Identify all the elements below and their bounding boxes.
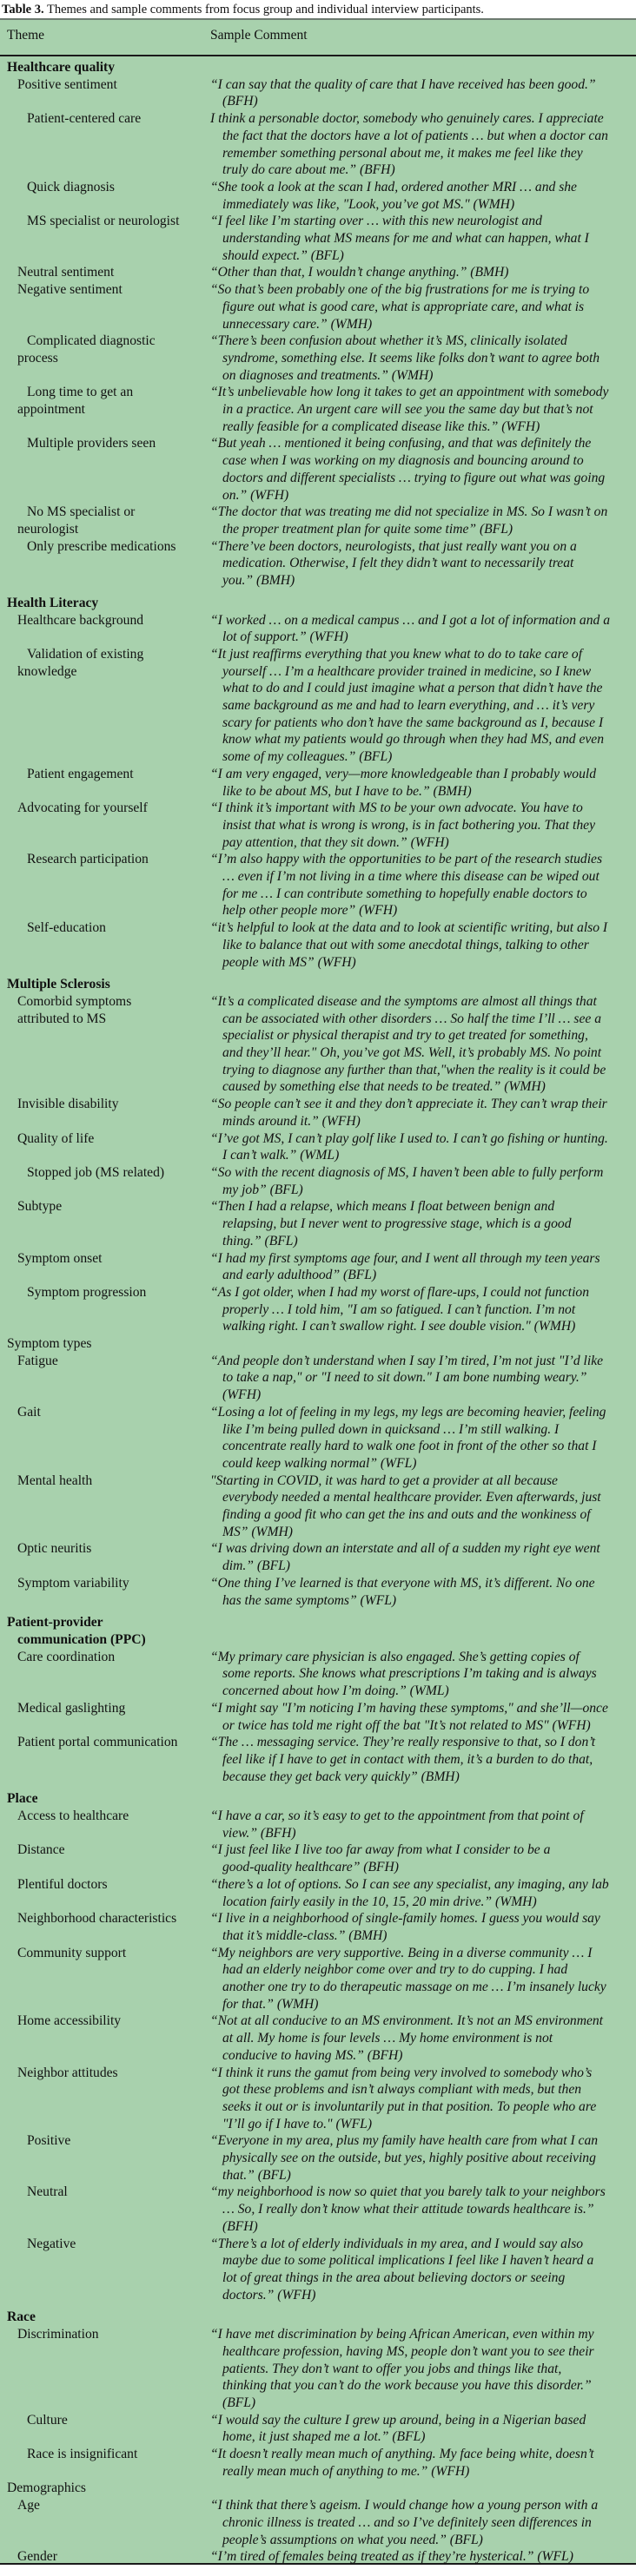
table-row (0, 1841, 636, 1875)
section-heading-row (0, 59, 636, 76)
theme-cell: Advocating for yourself (17, 800, 148, 816)
theme-cell: Patient-centered care (27, 111, 142, 127)
theme-cell: Negative (27, 2236, 76, 2251)
sample-comment-cell: “I’m tired of females being treated as if they’re hysterical.” (WFL) (210, 2549, 573, 2565)
sample-comment-cell: “I’m also happy with the opportunities to be part of the research studies … even if I’m not living in a time where this disease can be wiped out for me … I can contribute something to hopefully enable doctors to help other people more” (WFH) (210, 852, 603, 919)
theme-cell: Patient engagement (27, 766, 134, 781)
theme-cell: Positive (27, 2133, 71, 2149)
table-row (0, 1198, 636, 1249)
table-row (0, 2184, 636, 2235)
theme-cell: Research participation (27, 852, 149, 867)
table-row (0, 1876, 636, 1910)
table-row (0, 993, 636, 1096)
table-row (0, 1910, 636, 1944)
theme-cell: Neutral (27, 2184, 68, 2200)
table-row (0, 1353, 636, 1404)
sample-comment-cell: “She took a look at the scan I had, ordered another MRI … and she immediately was like, "Look, you’ve got MS." (WMH) (210, 179, 577, 212)
sample-comment-cell: “I’ve got MS, I can’t play golf like I used to. I can’t go fishing or hunting. I can’t walk.” (WML) (210, 1130, 608, 1163)
table-body (0, 56, 636, 2566)
table-row (0, 2132, 636, 2184)
sample-comment-cell: “There’s been confusion about whether it’s MS, clinically isolated syndrome, something else. It seems like folks don’t want to agree both on diagnoses and treatments.” (WMH) (210, 333, 600, 383)
sample-comment-cell: “I had my first symptoms age four, and I went all through my teen years and early adulthood” (BFL) (210, 1250, 600, 1283)
sample-comment-cell: “Losing a lot of feeling in my legs, my legs are becoming heavier, feeling like I’m being pulled down in quicksand … I’m still walking. I concentrate really hard to walk one foot in front of the other so that I could keep walking normal” (WFL) (210, 1404, 606, 1471)
table-row (0, 1472, 636, 1541)
sample-comment-cell: “And people don’t understand when I say I’m tired, I’m not just "I’d like to take a nap," or "I need to sit down." I am bone numbing weary.” (WFH) (210, 1353, 604, 1403)
sample-comment-cell: “there’s a lot of options. So I can see any specialist, any imaging, any lab location fairly easily in the 10, 15, 20 min drive.” (WMH) (210, 1876, 609, 1909)
table-row (0, 766, 636, 800)
theme-cell: Symptom progression (27, 1284, 147, 1300)
table-row (0, 2412, 636, 2446)
theme-cell: Subtype (17, 1199, 63, 1215)
sample-comment-cell: “I worked … on a medical campus … and I got a lot of information and a lot of support.” (WFH) (210, 612, 611, 645)
theme-cell: Medical gaslighting (17, 1700, 126, 1716)
theme-cell: Distance (17, 1842, 65, 1858)
theme-cell: Complicated diagnostic process (17, 333, 156, 366)
table-row (0, 1335, 636, 1353)
sample-comment-cell: “The doctor that was treating me did not specialize in MS. So I wasn’t on the proper treatment plan for quite some time” (BFL) (210, 504, 608, 537)
theme-cell: Patient portal communication (17, 1735, 178, 1750)
table-row (0, 2480, 636, 2497)
table-row (0, 1649, 636, 1700)
sample-comment-cell: “I have a car, so it’s easy to get to the appointment from that point of view.” (BFH) (210, 1808, 584, 1841)
sample-comment-cell: “I would say the culture I grew up around, being in a Nigerian based home, it just shaped me a lot.” (BFL) (210, 2412, 586, 2445)
sample-comment-cell: “I am very engaged, very—more knowledgeable than I probably would like to be about MS, but I have to be.” (BMH) (210, 766, 597, 799)
theme-cell: Comorbid symptoms attributed to MS (17, 993, 132, 1026)
sample-comment-cell: “It’s unbelievable how long it takes to get an appointment with somebody in a practice. An urgent care will see you the same day but that’s not really feasible for a complicated disease like this.” (WFH) (210, 385, 609, 434)
sample-comment-cell: I think a personable doctor, somebody who genuinely cares. I appreciate the fact that the doctors have a lot of patients … but when a doctor can remember something personal about me, it makes me feel like they truly do care about me.” (BFH) (210, 111, 608, 178)
theme-cell: Validation of existing knowledge (17, 646, 144, 679)
table-row (0, 919, 636, 971)
theme-cell: Plentiful doctors (17, 1876, 108, 1892)
table-row (0, 179, 636, 213)
theme-cell: Access to healthcare (17, 1808, 129, 1824)
section-heading-row (0, 1790, 636, 1808)
section-heading-row (0, 2309, 636, 2326)
sample-comment-cell: “my neighborhood is now so quiet that you barely talk to your neighbors … So, I really don’t know what their attitude towards healthcare is.” (BFH) (210, 2184, 606, 2234)
sample-comment-cell: “There’s a lot of elderly individuals in my area, and I would say also maybe due to some political implications I feel like I haven’t heard a lot of great things in the area about believing doctors or seeing doctors.” (WFH) (210, 2236, 594, 2303)
sample-comment-cell: “So that’s been probably one of the big frustrations for me is trying to figure out what is good care, what is appropriate care, and what is unnecessary care.” (WMH) (210, 282, 590, 332)
empty-comment-cell (210, 1790, 636, 1808)
sample-comment-cell: “I live in a neighborhood of single-family homes. I guess you would say that it’s middle-class.” (BMH) (210, 1911, 600, 1943)
empty-comment-cell (210, 1614, 636, 1648)
theme-cell: Culture (27, 2412, 68, 2428)
theme-cell: Symptom onset (17, 1250, 103, 1266)
section-title: Patient-provider communication (PPC) (7, 1615, 146, 1647)
sample-comment-cell: “I was driving down an interstate and all of a sudden my right eye went dim.” (BFL) (210, 1541, 600, 1574)
table-caption (2, 2, 484, 17)
sample-comment-cell (210, 1335, 636, 1353)
header-sample-comment: Sample Comment (210, 28, 308, 43)
section-title: Race (7, 2309, 36, 2325)
sample-comment-cell: “I can say that the quality of care that I have received has been good.” (BFH) (210, 76, 596, 109)
sample-comment-cell: “I think it’s important with MS to be your own advocate. You have to insist that what is wrong is wrong, is in fact bothering you. That they pay attention, that they sit down.” (WFH) (210, 800, 595, 850)
section-title: Multiple Sclerosis (7, 977, 110, 992)
table-row (0, 2326, 636, 2412)
sample-comment-cell: “It just reaffirms everything that you knew what to do to take care of yourself … I’m a healthcare provider trained in medicine, so I knew what to do and I could just imagine what a person that didn’t have the same background as me and had to learn everything, and … it’s very scary for patients who don’t have the same background as I, because I know what my patients would go through when they had MS, and even some of my colleagues.” (BFL) (210, 646, 605, 765)
empty-comment-cell (210, 2309, 636, 2326)
sample-comment-cell: “My neighbors are very supportive. Being in a diverse community … I had an elderly neighbor come over and try to do cupping. I had another one try to do therapeutic massage on me … I’m insanely lucky for that.” (WMH) (210, 1945, 606, 2012)
table-row (0, 2446, 636, 2480)
sample-comment-cell: “One thing I’ve learned is that everyone with MS, it’s different. No one has the same symptoms” (WFL) (210, 1575, 595, 1608)
theme-cell: No MS specialist or neurologist (17, 504, 136, 537)
sample-comment-cell: “It’s a complicated disease and the symptoms are almost all things that can be associated with other disorders … So half the time I’ll … see a specialist or physical therapist and try to get treated for something, and they’ll hear." Oh, you’ve got MS. Well, it’s probably MS. No point trying to diagnose any further than that,"when the reality is it could be caused by something else that needs to be treated.” (WMH) (210, 993, 606, 1095)
theme-cell: Age (17, 2498, 40, 2513)
table-row (0, 281, 636, 333)
table-row (0, 612, 636, 646)
sample-comment-cell: “I might say "I’m noticing I’m having these symptoms," and she’ll—once or twice has told me right off the bat "It’s not related to MS" (WFH) (210, 1700, 608, 1733)
theme-cell: Community support (17, 1945, 127, 1960)
theme-cell: Symptom variability (17, 1575, 129, 1591)
empty-comment-cell (210, 976, 636, 993)
caption-text: Themes and sample comments from focus group and individual interview participants. (43, 3, 484, 16)
theme-cell: Demographics (7, 2480, 86, 2496)
table-row (0, 76, 636, 110)
theme-cell: Invisible disability (17, 1097, 119, 1112)
theme-cell: Stopped job (MS related) (27, 1165, 165, 1180)
sample-comment-cell: “As I got older, when I had my worst of flare-ups, I could not function properly … I told him, "I am so fatigued. I can’t function. I’m not walking right. I can’t swallow right. I see double vision." (WMH) (210, 1284, 590, 1334)
section-heading-row (0, 976, 636, 993)
sample-comment-cell: “I think that there’s ageism. I would change how a young person with a chronic illness is treated … and so I’ve definitely seen differences in people’s assumptions on what you need.” (BFL) (210, 2498, 599, 2547)
theme-cell: Fatigue (17, 1353, 58, 1368)
sample-comment-cell: “I have met discrimination by being African American, even within my healthcare profession, having MS, people don’t want you to see their patients. They don’t want to offer you jobs and things like that, thinking that you can’t do the work because you have this disorder.” (BFL) (210, 2327, 594, 2410)
sample-comment-cell: “I think it runs the gamut from being very involved to somebody who’s got these problems and isn’t always compliant with meds, but then seeks it out or is involuntarily put in that position. To people who are "I’ll go if I have to." (WFL) (210, 2065, 597, 2131)
empty-comment-cell (210, 595, 636, 612)
table-row (0, 504, 636, 537)
theme-cell: Only prescribe medications (27, 538, 176, 554)
sample-comment-cell: “I feel like I’m starting over … with this new neurologist and understanding what MS means for me and what can happen, what I should expect.” (BFL) (210, 214, 589, 263)
table-header (0, 20, 636, 56)
section-title: Healthcare quality (7, 60, 116, 75)
table-row (0, 1734, 636, 1785)
table-row (0, 2236, 636, 2304)
theme-cell: Neighborhood characteristics (17, 1911, 177, 1927)
table-row (0, 646, 636, 766)
sample-comment-cell: “My primary care physician is also engaged. She’s getting copies of some reports. She knows what prescriptions I’m taking and is always concerned about how I’m doing.” (WML) (210, 1649, 597, 1699)
table-row (0, 2497, 636, 2548)
table-row (0, 2013, 636, 2064)
theme-cell: Gender (17, 2549, 57, 2565)
empty-comment-cell (210, 59, 636, 76)
table-row (0, 2548, 636, 2566)
table-row (0, 538, 636, 590)
table-row (0, 800, 636, 851)
table-row (0, 1404, 636, 1472)
theme-cell: Negative sentiment (17, 282, 123, 298)
table-row (0, 1540, 636, 1574)
theme-cell: Long time to get an appointment (17, 385, 134, 418)
theme-cell: Gait (17, 1404, 41, 1420)
table-row (0, 1096, 636, 1130)
table-row (0, 213, 636, 264)
table-row (0, 1575, 636, 1609)
table-row (0, 1250, 636, 1284)
table-row (0, 1700, 636, 1734)
theme-cell: Quick diagnosis (27, 179, 115, 194)
sample-comment-cell: “it’s helpful to look at the data and to look at scientific writing, but also I like to balance that out with some anecdotal things, talking to other people with MS” (WFH) (210, 920, 608, 970)
sample-comment-cell: “It doesn’t really mean much of anything. My face being white, doesn’t really mean much of anything to me.” (WFH) (210, 2447, 594, 2479)
table-row (0, 1130, 636, 1164)
theme-cell: Neutral sentiment (17, 265, 115, 280)
theme-cell: Multiple providers seen (27, 436, 156, 451)
theme-cell: Positive sentiment (17, 76, 117, 92)
theme-cell: Discrimination (17, 2327, 99, 2342)
sample-comment-cell: "Starting in COVID, it was hard to get a provider at all because everybody needed a mental healthcare provider. Even afterwards, just finding a good fit who can get the ins and outs and the wonkiness of MS” (WMH) (210, 1472, 601, 1539)
theme-cell: MS specialist or neurologist (27, 214, 180, 229)
sample-comment-cell: “There’ve been doctors, neurologists, that just really want you on a medication. Otherwise, I felt they didn’t want to necessarily treat you.” (BMH) (210, 538, 577, 589)
section-heading-row (0, 1614, 636, 1648)
sample-comment-cell: “I just feel like I live too far away from what I consider to be a good-quality healthcare” (BFH) (210, 1842, 551, 1875)
table-row (0, 1945, 636, 2013)
theme-cell: Home accessibility (17, 2013, 122, 2029)
table-row (0, 1164, 636, 1198)
sample-comment-cell: “Everyone in my area, plus my family have health care from what I can physically see on the outside, but yes, highly positive about receiving that.” (BFL) (210, 2133, 599, 2183)
table-row (0, 110, 636, 179)
table-row (0, 333, 636, 384)
theme-cell: Quality of life (17, 1130, 95, 1146)
sample-comment-cell: “Not at all conducive to an MS environment. It’s not an MS environment at all. My home is four levels … My home environment is not conducive to having MS.” (BFH) (210, 2013, 604, 2063)
theme-cell: Race is insignificant (27, 2447, 138, 2462)
theme-cell: Self-education (27, 920, 106, 936)
sample-comment-cell: “Other than that, I wouldn’t change anything.” (BMH) (210, 265, 509, 280)
sample-comment-cell: “So people can’t see it and they don’t appreciate it. They can’t wrap their minds around it.” (WFH) (210, 1097, 607, 1129)
theme-cell: Care coordination (17, 1649, 116, 1664)
table-row (0, 1808, 636, 1841)
table-row (0, 2065, 636, 2133)
sample-comment-cell: “Then I had a relapse, which means I float between benign and relapsing, but I never went to progressive stage, which is a good thing.” (BFL) (210, 1199, 572, 1248)
sample-comment-cell: “The … messaging service. They’re really responsive to that, so I don’t feel like if I have to get in contact with them, it’s a burden to do that, because they get back very quickly” (BMH) (210, 1735, 596, 1784)
themes-table (0, 18, 636, 2565)
section-title: Health Literacy (7, 595, 99, 610)
theme-cell: Symptom types (7, 1336, 92, 1352)
table-row (0, 384, 636, 435)
section-heading-row (0, 595, 636, 612)
table-row (0, 264, 636, 281)
table-row (0, 851, 636, 919)
theme-cell: Mental health (17, 1472, 93, 1488)
theme-cell: Optic neuritis (17, 1541, 92, 1557)
table-number: Table 3. (2, 3, 44, 16)
sample-comment-cell: “But yeah … mentioned it being confusing, and that was definitely the case when I was working on my diagnosis and bouncing around to doctors and different specialists … trying to figure out what was going on.” (WFH) (210, 436, 606, 503)
section-title: Place (7, 1791, 38, 1807)
sample-comment-cell (210, 2480, 636, 2497)
theme-cell: Neighbor attitudes (17, 2065, 118, 2080)
theme-cell: Healthcare background (17, 612, 144, 628)
header-theme: Theme (7, 28, 45, 43)
table-row (0, 1284, 636, 1335)
table-row (0, 435, 636, 504)
sample-comment-cell: “So with the recent diagnosis of MS, I haven’t been able to fully perform my job” (BFL) (210, 1165, 604, 1197)
